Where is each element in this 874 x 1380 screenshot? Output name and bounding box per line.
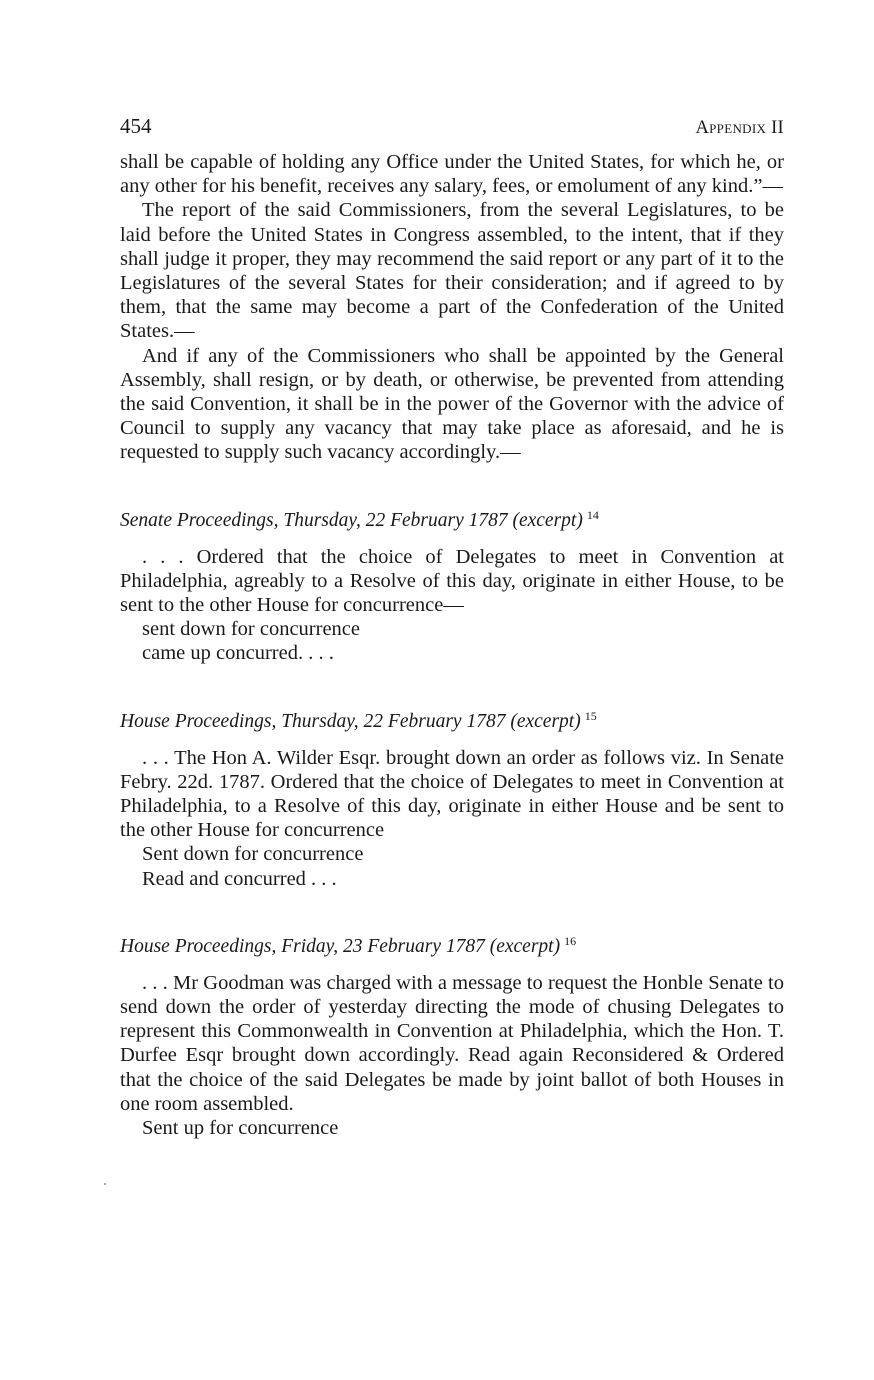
intro-text xyxy=(120,150,784,465)
record-line: Read and concurred . . . xyxy=(142,867,337,890)
footnote-marker: 14 xyxy=(586,507,599,522)
section-heading: Senate Proceedings, Thursday, 22 February 1787 (excerpt) $^{14}$ xyxy=(120,507,599,531)
record-line: came up concurred. . . . xyxy=(142,642,334,665)
section-senate-22-feb xyxy=(120,503,784,666)
page-number: 454 xyxy=(120,114,152,138)
paragraph: . . . Mr Goodman was charged with a message to request the Honble Senate to send down the order of yesterday directing the mode of chusing Delegates to represent this Commonwealth in Convention at Philadelphia, which the Hon. T. Durfee Esqr brought down accordingly. Read again Reconsidered & Ordered that the choice of the said Delegates be made by joint ballot of both Houses in one room assembled. xyxy=(120,971,784,1115)
section-house-22-feb xyxy=(120,704,784,891)
record-line: sent down for concurrence xyxy=(142,618,361,641)
footnote-marker: 15 xyxy=(584,708,597,723)
paragraph: shall be capable of holding any Office under the United States, for which he, or any other for his benefit, receives any salary, fees, or emolument of any kind.”— xyxy=(120,151,784,198)
paragraph: The report of the said Commissioners, from the several Legislatures, to be laid before the United States in Congress assembled, to the intent, that if they shall judge it proper, they may recommend the said report or any part of it to the Legislatures of the several States for their consideration; and if agreed to by them, that the same may become a part of the Confederation of the United States.— xyxy=(120,199,784,343)
record-line: Sent down for concurrence xyxy=(142,843,364,866)
document-page xyxy=(120,110,784,1140)
running-head xyxy=(120,110,784,150)
paragraph: . . . The Hon A. Wilder Esqr. brought down an order as follows viz. In Senate Febry. 22d. 1787. Ordered that the choice of Delegates to meet in Convention at Philadelphia, to a Resolve of this day, originate in either House and be sent to the other House for concurrence xyxy=(120,746,784,842)
section-heading: House Proceedings, Thursday, 22 February 1787 (excerpt) $^{15}$ xyxy=(120,708,597,732)
section-heading: House Proceedings, Friday, 23 February 1787 (excerpt) $^{16}$ xyxy=(120,933,577,957)
footnote-marker: 16 xyxy=(564,933,577,948)
section-house-23-feb xyxy=(120,929,784,1140)
page-speck xyxy=(104,1183,106,1185)
record-line: Sent up for concurrence xyxy=(142,1117,339,1140)
running-title: Appendix II xyxy=(695,118,784,138)
paragraph: . . . Ordered that the choice of Delegates to meet in Convention at Philadelphia, agreably to a Resolve of this day, originate in either House, to be sent to the other House for concurrence— xyxy=(120,545,784,617)
paragraph: And if any of the Commissioners who shall be appointed by the General Assembly, shall resign, or by death, or otherwise, be prevented from attending the said Convention, it shall be in the power of the Governor with the advice of Council to supply any vacancy that may take place as aforesaid, and he is requested to supply such vacancy accordingly.— xyxy=(120,344,784,464)
